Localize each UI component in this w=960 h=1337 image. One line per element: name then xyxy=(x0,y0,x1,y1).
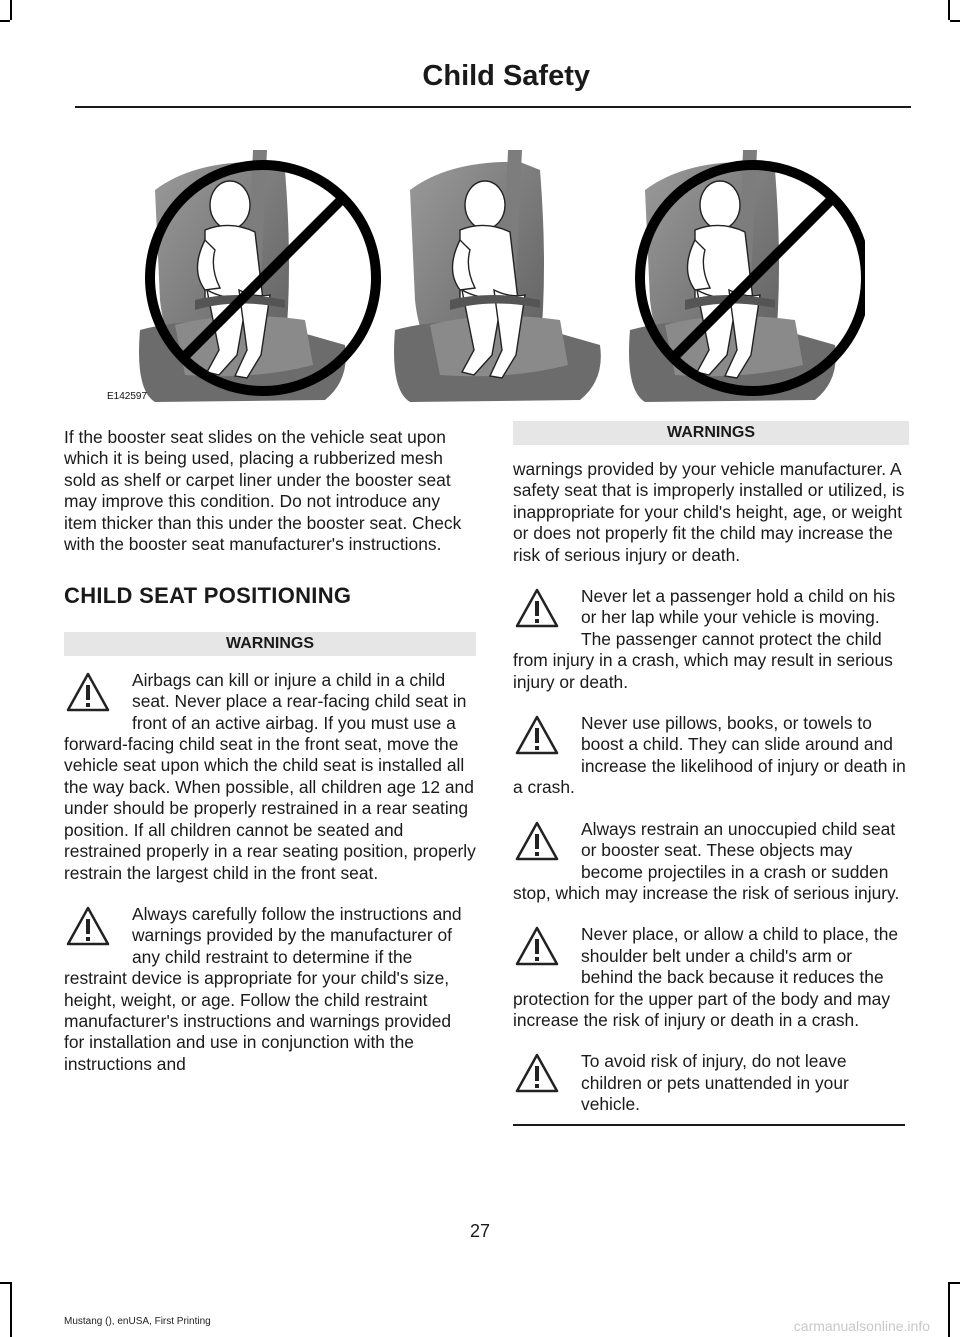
figure-id: E142597 xyxy=(107,391,148,402)
warning-triangle-icon xyxy=(513,1051,561,1095)
warning-item xyxy=(513,819,909,905)
page-title: Child Safety xyxy=(422,60,590,92)
crop-mark xyxy=(0,1282,10,1284)
warning-triangle-icon xyxy=(513,819,561,863)
crop-mark xyxy=(10,0,12,20)
warning-text: Always restrain an unoccupied child seat or booster seat. These objects may become projectiles in a crash or sudden stop, which may increase the risk of serious injury. xyxy=(513,818,900,903)
left-column xyxy=(64,427,476,1095)
warning-item xyxy=(513,924,909,1031)
watermark: carmanualsonline.info xyxy=(793,1318,930,1334)
section-heading: CHILD SEAT POSITIONING xyxy=(64,583,352,609)
warning-triangle-icon xyxy=(513,713,561,757)
warning-text: Never let a passenger hold a child on his or her lap while your vehicle is moving. The passenger cannot protect the child from injury in a crash, which may result in serious injury or death. xyxy=(513,586,896,692)
header-divider xyxy=(75,106,911,108)
intro-paragraph: If the booster seat slides on the vehicle seat upon which it is being used, placing a rubberized mesh sold as shelf or carpet liner under the booster seat may improve this condition. Do not introduce any item thicker than this under the booster seat. Check with the booster seat manufacturer's instructions. xyxy=(64,427,462,555)
warning-item xyxy=(513,1051,909,1115)
printing-info: Mustang (), enUSA, First Printing xyxy=(64,1316,211,1327)
crop-mark xyxy=(0,20,10,22)
page-number: 27 xyxy=(469,1221,491,1241)
crop-mark xyxy=(948,0,950,20)
warning-text: Never use pillows, books, or towels to boost a child. They can slide around and increase the likelihood of injury or death in a crash. xyxy=(513,713,906,798)
warnings-end-divider xyxy=(513,1124,905,1126)
crop-mark xyxy=(950,1282,960,1284)
warning-text: Always carefully follow the instructions and warnings provided by the manufacturer of any child restraint to determine if the restraint device is appropriate for your child's size, height, weight, or age. Follow the child restraint manufacturer's instructions and warnings provided for installation and use in conjunction with the instructions and xyxy=(64,903,462,1074)
warning-triangle-icon xyxy=(64,670,112,714)
crop-mark xyxy=(948,1282,950,1337)
warning-item xyxy=(64,904,476,1075)
warning-text: To avoid risk of injury, do not leave children or pets unattended in your vehicle. xyxy=(581,1051,849,1115)
warning-triangle-icon xyxy=(513,586,561,630)
warning-text: Never place, or allow a child to place, the shoulder belt under a child's arm or behind the back because it reduces the protection for the upper part of the body and may increase the risk of injury or death in a crash. xyxy=(513,924,899,1030)
crop-mark xyxy=(950,20,960,22)
booster-seat-illustration xyxy=(105,150,865,405)
warning-item xyxy=(513,713,909,799)
crop-mark xyxy=(10,1282,12,1337)
warnings-bar: WARNINGS xyxy=(64,632,476,656)
right-column xyxy=(513,421,909,1126)
warning-item xyxy=(513,586,909,693)
warning-triangle-icon xyxy=(64,904,112,948)
warning-text: Airbags can kill or injure a child in a child seat. Never place a rear-facing child seat in front of an active airbag. If you must use a forward-facing child seat in the front seat, move the vehicle seat upon which the child seat is installed all the way back. When possible, all children age 12 and under should be properly restrained in a rear seating position. If all children cannot be seated and restrained properly in a rear seating position, properly restrain the largest child in the front seat. xyxy=(64,669,476,883)
warning-item xyxy=(64,670,476,884)
warning-continuation: warnings provided by your vehicle manufacturer. A safety seat that is improperly installed or utilized, is inappropriate for your child's height, age, or weight or does not properly fit the child may increase the risk of serious injury or death. xyxy=(513,459,905,565)
warnings-bar: WARNINGS xyxy=(513,421,909,445)
warning-triangle-icon xyxy=(513,924,561,968)
